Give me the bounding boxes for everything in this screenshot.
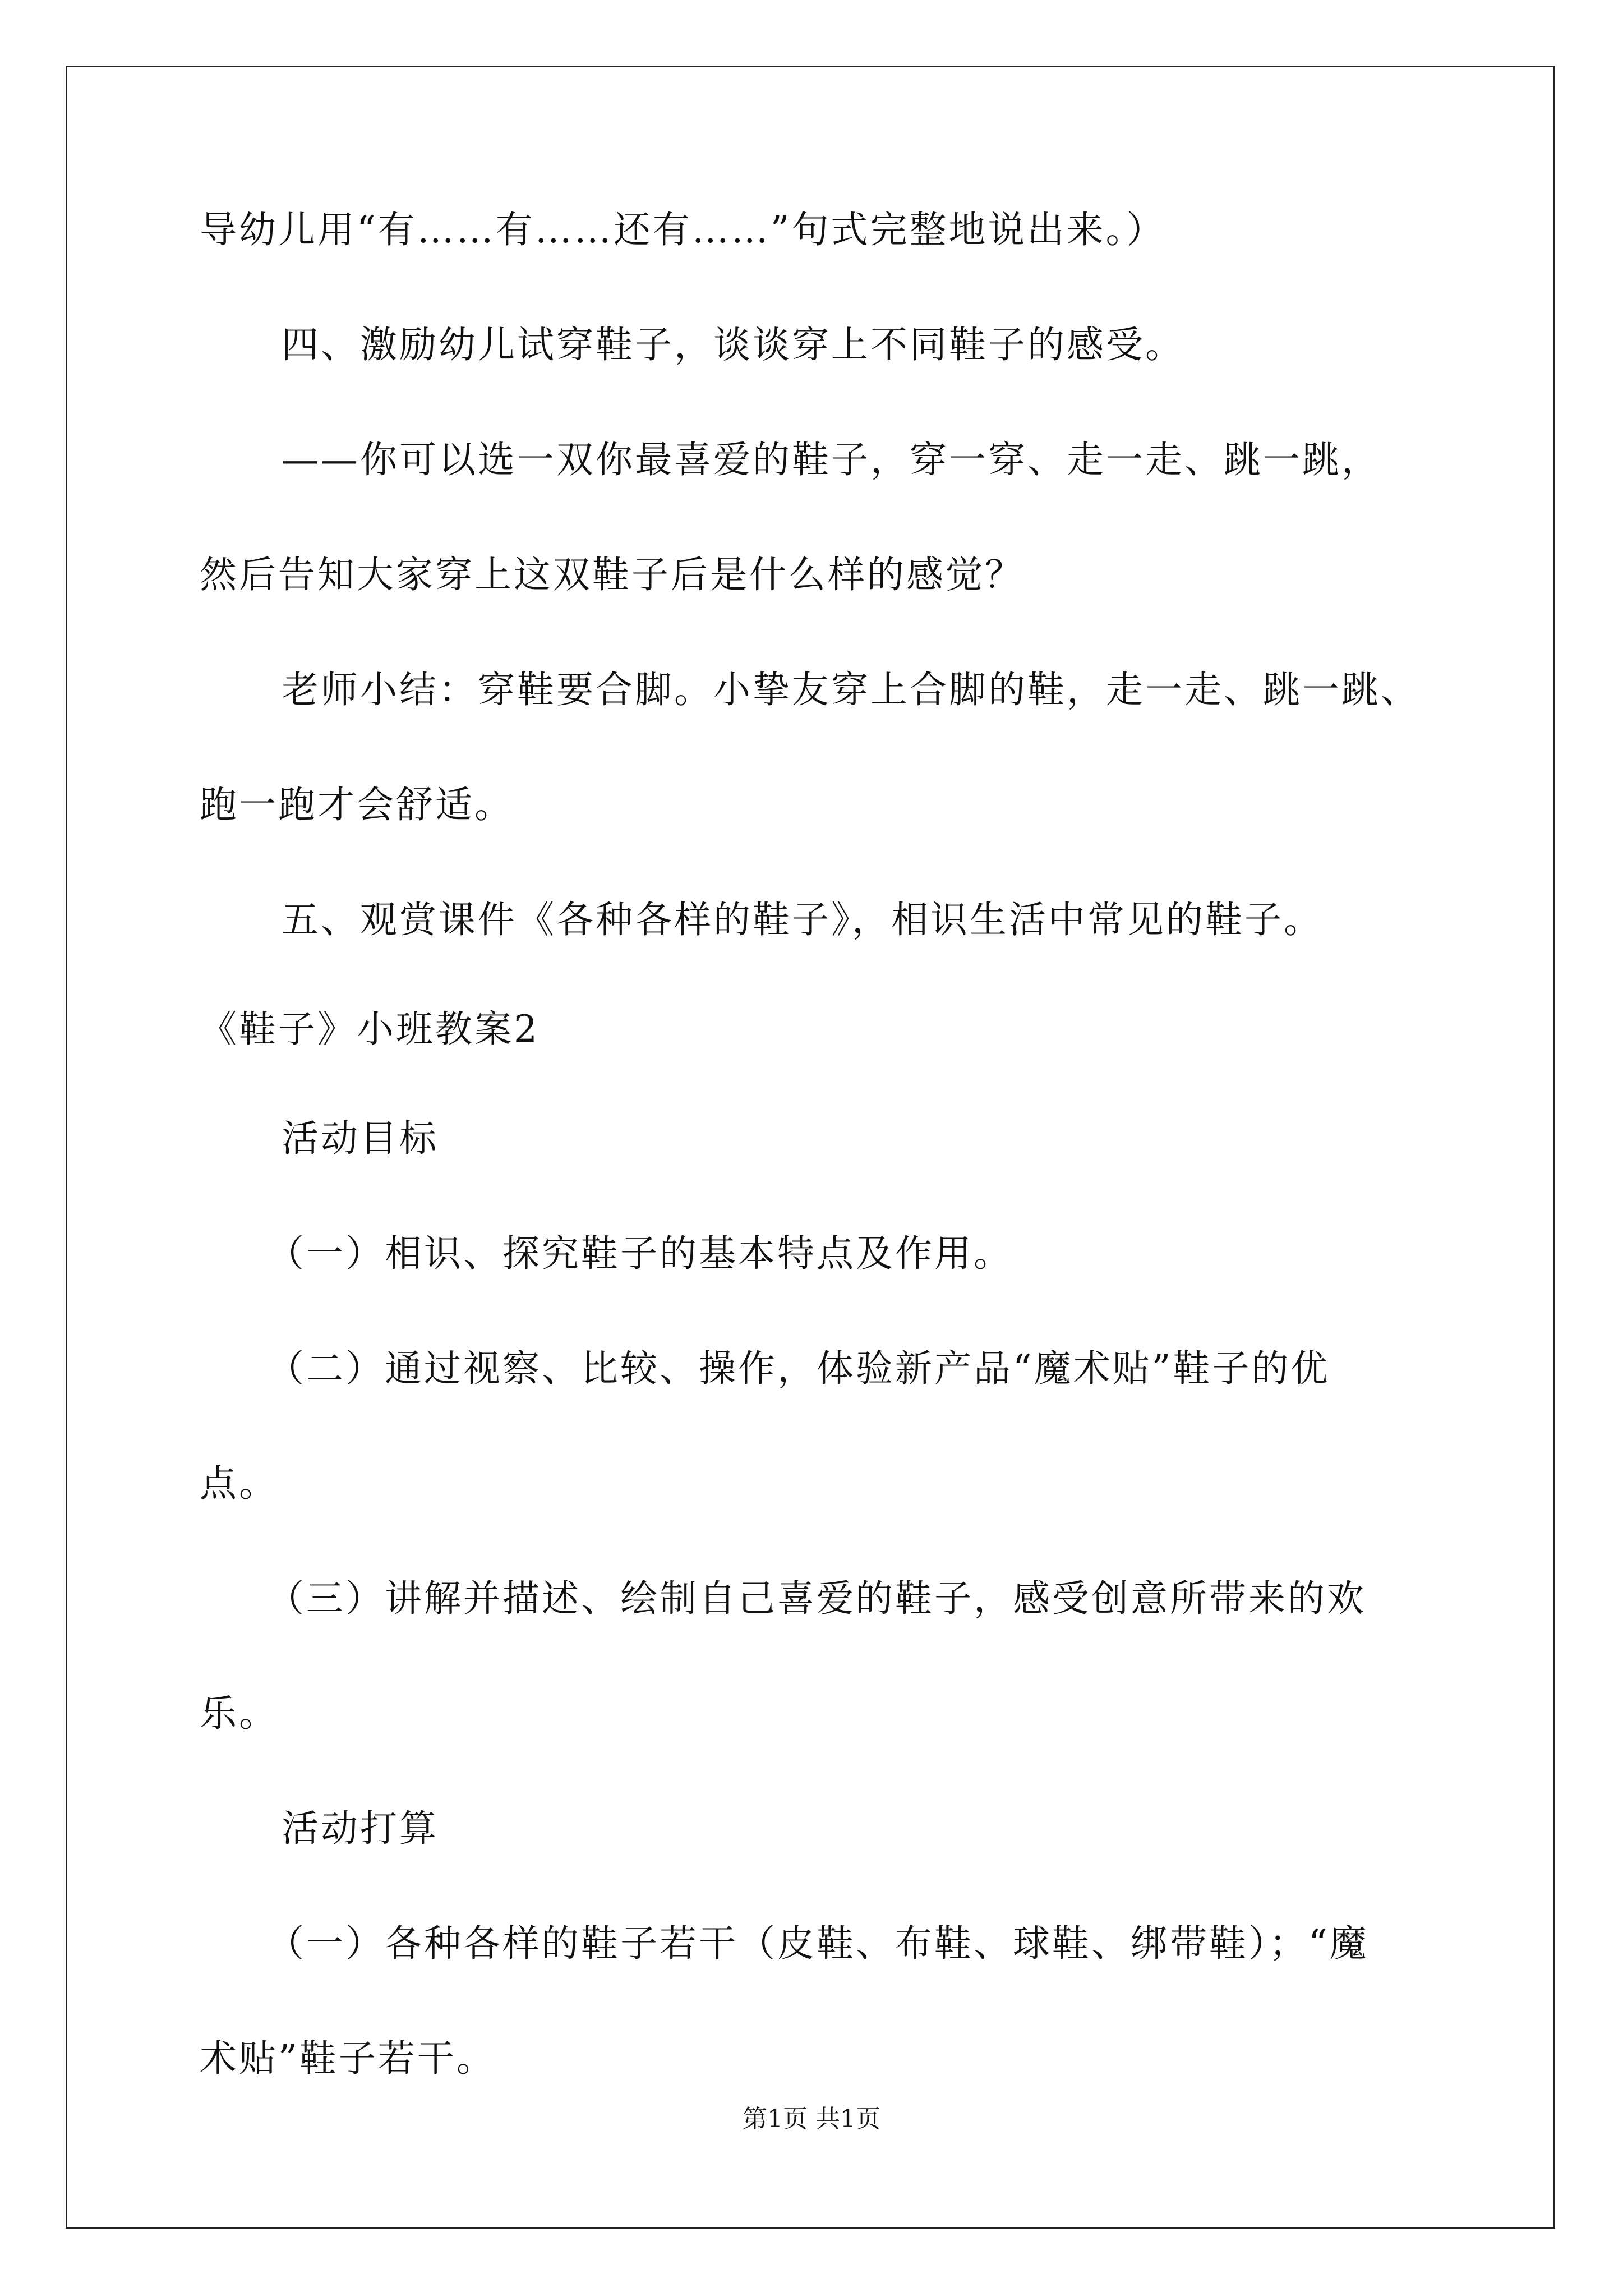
paragraph-line: 术贴”鞋子若干。 [200,2037,496,2080]
page-number-footer: 第1页 共1页 [743,2105,880,2133]
heading-activity-prep: 活动打算 [282,1807,439,1850]
goal-item-three: （三）讲解并描述、绘制自己喜爱的鞋子，感受创意所带来的欢 [267,1577,1366,1620]
heading-activity-goals: 活动目标 [282,1117,439,1160]
section-heading-four: 四、激励幼儿试穿鞋子，谈谈穿上不同鞋子的感受。 [282,323,1184,366]
paragraph-line: 跑一跑才会舒适。 [200,783,514,826]
paragraph-line: 点。 [200,1462,278,1505]
paragraph-line: 导幼儿用“有……有……还有……”句式完整地说出来。） [200,208,1166,251]
paragraph-line: 乐。 [200,1692,278,1735]
prep-item-one: （一）各种各样的鞋子若干（皮鞋、布鞋、球鞋、绑带鞋）；“魔 [267,1922,1369,1965]
document-title: 《鞋子》小班教案2 [200,1007,540,1051]
goal-item-two: （二）通过视察、比较、操作，体验新产品“魔术贴”鞋子的优 [267,1347,1330,1390]
paragraph-line: 老师小结：穿鞋要合脚。小挚友穿上合脚的鞋，走一走、跳一跳、 [282,668,1420,711]
section-heading-five: 五、观赏课件《各种各样的鞋子》，相识生活中常见的鞋子。 [282,898,1323,941]
paragraph-line: 然后告知大家穿上这双鞋子后是什么样的感觉？ [200,553,1024,596]
goal-item-one: （一）相识、探究鞋子的基本特点及作用。 [267,1232,1013,1275]
paragraph-line: ——你可以选一双你最喜爱的鞋子，穿一穿、走一走、跳一跳， [282,438,1381,481]
